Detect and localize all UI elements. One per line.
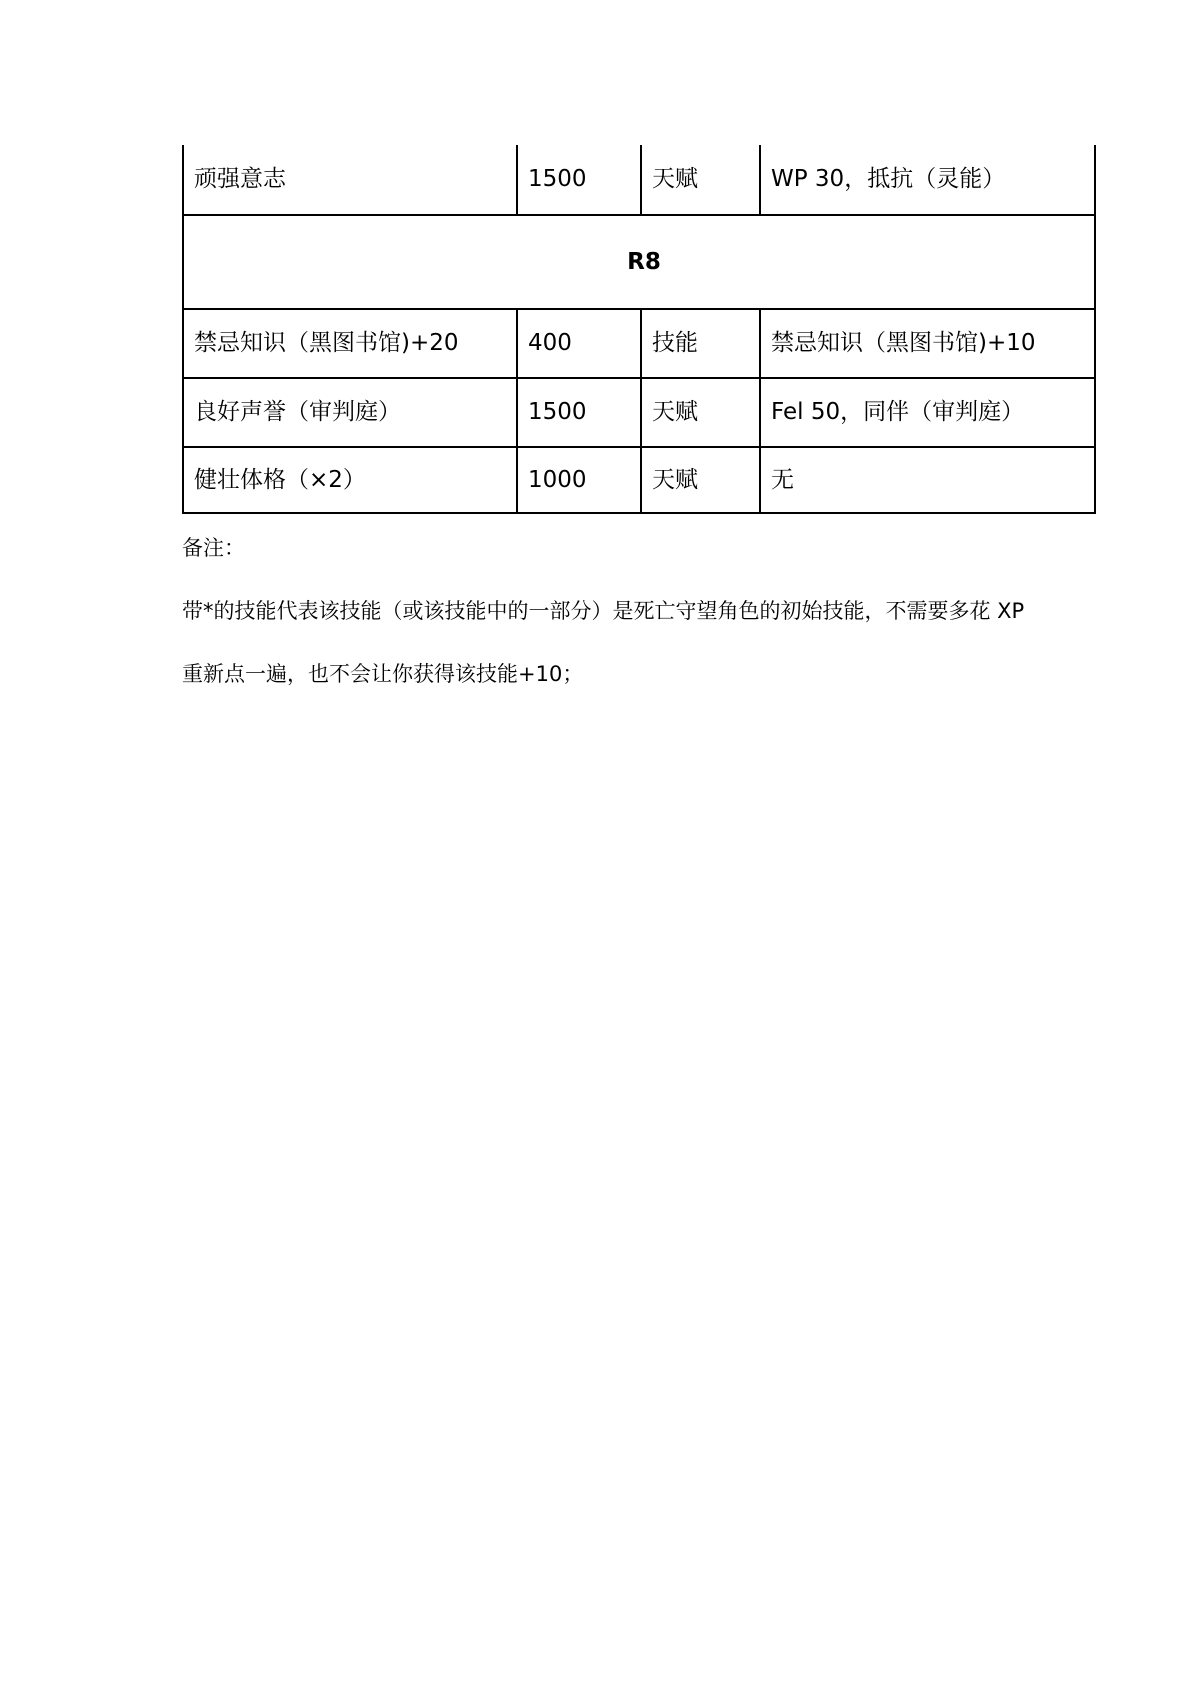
prerequisite-cell: WP 30，抵抗（灵能） <box>760 145 1095 215</box>
notes-text-line-1: 带*的技能代表该技能（或该技能中的一部分）是死亡守望角色的初始技能，不需要多花 XP <box>182 599 1025 623</box>
type-cell: 天赋 <box>641 145 760 215</box>
prerequisite-cell: Fel 50，同伴（审判庭） <box>760 378 1095 447</box>
table-row <box>183 309 1095 378</box>
prerequisite-cell: 禁忌知识（黑图书馆)+10 <box>760 309 1095 378</box>
cost-cell: 1500 <box>517 378 641 447</box>
cost-cell: 1000 <box>517 447 641 513</box>
notes-text-line-2: 重新点一遍，也不会让你获得该技能+10； <box>182 662 584 686</box>
advance-name-cell: 良好声誉（审判庭） <box>183 378 517 447</box>
prerequisite-cell: 无 <box>760 447 1095 513</box>
type-cell: 天赋 <box>641 378 760 447</box>
rank-heading: R8 <box>183 215 1095 309</box>
table-row <box>183 378 1095 447</box>
table-row <box>183 447 1095 513</box>
advance-name-cell: 禁忌知识（黑图书馆)+20 <box>183 309 517 378</box>
cost-cell: 1500 <box>517 145 641 215</box>
type-cell: 天赋 <box>641 447 760 513</box>
cost-cell: 400 <box>517 309 641 378</box>
notes-label: 备注： <box>182 536 245 560</box>
advances-table <box>182 145 1096 514</box>
rank-heading-row <box>183 215 1095 309</box>
table-row <box>183 145 1095 215</box>
advance-name-cell: 顽强意志 <box>183 145 517 215</box>
advance-name-cell: 健壮体格（×2） <box>183 447 517 513</box>
type-cell: 技能 <box>641 309 760 378</box>
